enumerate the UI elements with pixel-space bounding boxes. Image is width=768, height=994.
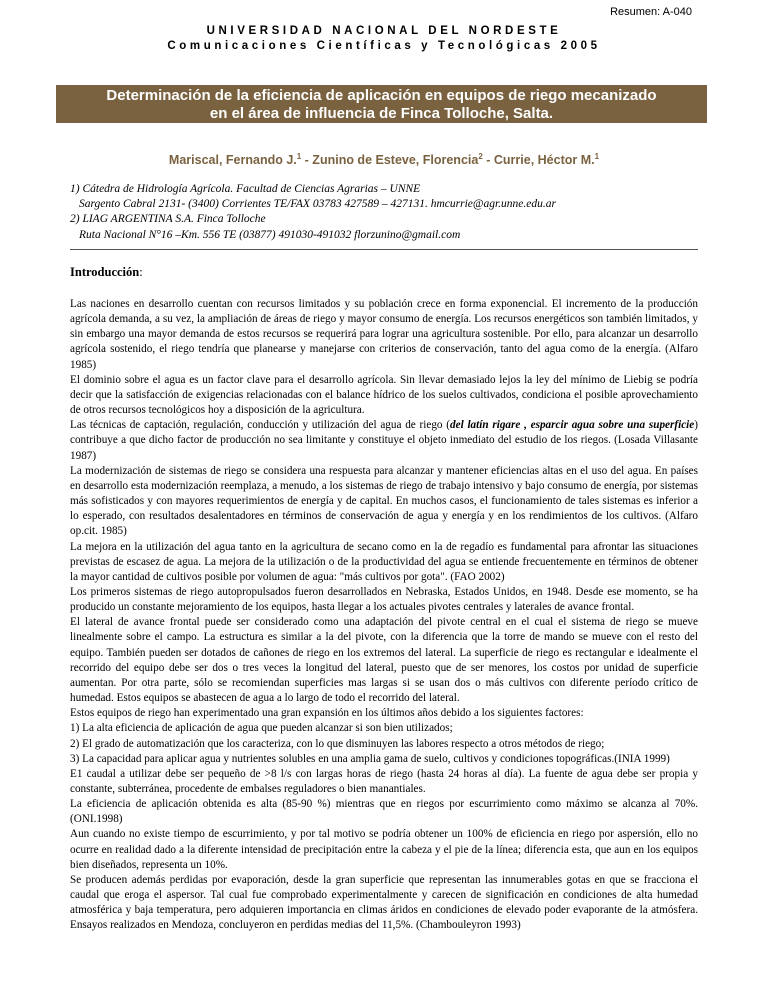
author-2-affil-mark: 2 [478,152,483,161]
paragraph-text: Las técnicas de captación, regulación, conducción y utilización del agua de riego ( [70,419,451,432]
affiliation-2: 2) LIAG ARGENTINA S.A. Finca Tolloche [70,213,266,226]
abstract-code: Resumen: A-040 [610,6,692,18]
section-heading [70,265,143,280]
list-item: 1) La alta eficiencia de aplicación de agua que pueden alcanzar si son bien utilizados; [70,722,453,735]
body-text [70,297,698,934]
paragraph: Se producen además perdidas por evaporación, desde la gran superficie que representan las innumerables gotas en que se fracciona el caudal que eroga el aspersor. Tal cual fue comprobado experimentalmente y carecen de significación en condiciones de alta humedad atmosférica y baja temperatura, pero adquieren importancia en climas áridos en condiciones de elevado poder evaporante de la atmósfera. Ensayos realizados en Mendoza, concluyeron en perdidas medias del 11,5%. (Chambouleyron 1993) [70,873,698,932]
paragraph: Estos equipos de riego han experimentado una gran expansión en los últimos años debido a los siguientes factores: [70,707,584,720]
paragraph: La eficiencia de aplicación obtenida es alta (85-90 %) mientras que en riegos por escurrimiento como máximo se alcanza al 70%. (ONI.1998) [70,798,698,826]
affiliations [70,182,556,243]
paragraph: La modernización de sistemas de riego se considera una respuesta para alcanzar y mantener eficiencias altas en el uso del agua. En países en desarrollo esta modernización reemplaza, a menudo, a los sistemas de riego de trabajo intensivo y bajo consumo de energía, por sistemas más sofisticados y con mayores requerimientos de energía y de capital. En muchos casos, el funcionamiento de tales sistemas es inferior a lo esperado, con resultados desalentadores en términos de conservación de agua y energía y en los rendimientos de los cultivos. (Alfaro op.cit. 1985) [70,464,698,538]
author-3: - Currie, Héctor M. [482,153,595,167]
list-item: 2) El grado de automatización que los caracteriza, con lo que disminuyen las labores respecto a otros métodos de riego; [70,737,605,750]
university-header [0,24,768,54]
paragraph: La mejora en la utilización del agua tanto en la agricultura de secano como en la de regadío es fundamental para afrontar las situaciones previstas de escasez de agua. La mejora de la utilización o de la productividad del agua se entiende frecuentemente en términos de obtener la mayor cantidad de cultivos posible por volumen de agua: "más cultivos por gota". (FAO 2002) [70,540,698,583]
paragraph: El dominio sobre el agua es un factor clave para el desarrollo agrícola. Sin llevar demasiado lejos la ley del mínimo de Liebig se podría decir que la satisfacción de exigencias relacionadas con el balance hídrico de los suelos cultivados, condiciona el posible aprovechamiento de otros recursos tecnológicos hoy a disposición de la agricultura. [70,373,698,417]
section-heading-colon: : [139,265,143,279]
paragraph: Las naciones en desarrollo cuentan con recursos limitados y su población crece en forma exponencial. El incremento de la producción agrícola demanda, a su vez, la ampliación de áreas de riego y mayor consumo de energía. Los recursos energéticos son también limitados, y sin embargo una mayor demanda de estos recursos se requerirá para lograr una agricultura sostenible. Por ello, para alcanzar un desarrollo agrícola sostenido, el riego tendría que planearse y manejarse con criterios de conservación, tanto del agua como de la energía. (Alfaro 1985) [70,298,698,371]
author-1: Mariscal, Fernando J. [168,153,297,167]
paragraph-text: ) contribuye a que dicho factor de producción no sea limitante y constituye el objeto inmediato del estudio de los riegos. (Losada Villasante 1987) [70,419,698,462]
header-divider [70,249,698,250]
paragraph: Aun cuando no existe tiempo de escurrimiento, y por tal motivo se podría obtener un 100% de eficiencia en riego por aspersión, ello no ocurre en realidad dado a la diferente intensidad de precipitación entre la cabeza y el pie de la línea; diferencia esta, que aun en los equipos bien diseñados, representa un 10%. [70,828,698,871]
title-line-1: Determinación de la eficiencia de aplicación en equipos de riego mecanizado [106,87,657,104]
affiliation-1: 1) Cátedra de Hidrología Agrícola. Facultad de Ciencias Agrarias – UNNE [70,183,421,195]
author-3-affil-mark: 1 [594,152,600,161]
etymology-emphasis: del latín rigare , esparcir agua sobre una superficie [450,419,695,432]
paragraph [70,418,698,463]
paragraph: Los primeros sistemas de riego autopropulsados fueron desarrollados en Nebraska, Estados Unidos, en 1948. Desde ese momento, se ha producido un constante mejoramiento de los equipos, hasta llegar a los actuales pivotes centrales y laterales de avance frontal. [70,585,698,614]
university-name: UNIVERSIDAD NACIONAL DEL NORDESTE [206,25,562,37]
author-1-affil-mark: 1 [296,152,302,161]
section-heading-text: Introducción [70,265,140,279]
title-banner [56,85,707,123]
author-2: - Zunino de Esteve, Florencia [301,153,479,167]
title-line-2: en el área de influencia de Finca Tolloche, Salta. [209,105,554,122]
conference-series: Comunicaciones Científicas y Tecnológicas 2005 [167,40,601,52]
affiliation-1-address: Sargento Cabral 2131- (3400) Corrientes TE/FAX 03783 427589 – 427131. hmcurrie@agr.unne.edu.ar [79,198,556,211]
author-list [0,152,768,167]
paragraph: El lateral de avance frontal puede ser considerado como una adaptación del pivote central en el cual el sistema de riego se mueve linealmente sobre el campo. La estructura es similar a la del pivote, con la diferencia que la torre de mando se mueve con el resto del equipo. También pueden ser dotados de cañones de riego en los extremos del lateral. La superficie de riego es rectangular e idealmente el recorrido del equipo debe ser dos o tres veces la longitud del lateral, puesto que de ser menores, los costos por unidad de superficie aumentan. Por otra parte, sólo se recomiendan superficies mas largas si se usan dos o más cultivos con diferente período crítico de humedad. Estos equipos se abastecen de agua a lo largo de todo el recorrido del lateral. [70,616,698,705]
list-item: 3) La capacidad para aplicar agua y nutrientes solubles en una amplia gama de suelo, cultivos y condiciones topográficas.(INIA 1999) [70,752,670,765]
paragraph: E1 caudal a utilizar debe ser pequeño de >8 l/s con largas horas de riego (hasta 24 horas al día). La fuente de agua debe ser propia y constante, subterránea, procedente de embalses reguladores o bien manantiales. [70,767,698,795]
affiliation-2-address: Ruta Nacional N°16 –Km. 556 TE (03877) 491030-491032 florzunino@gmail.com [79,228,461,241]
